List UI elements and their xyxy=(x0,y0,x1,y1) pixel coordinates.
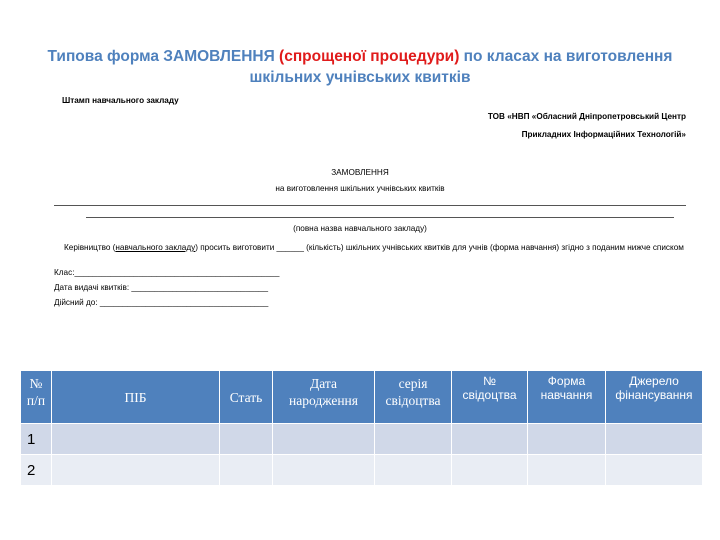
table-cell xyxy=(528,455,606,486)
company-line1: ТОВ «НВП «Обласний Дніпропетровський Центр xyxy=(487,112,686,121)
header-number: № п/п xyxy=(21,371,52,424)
table-header-row xyxy=(21,371,703,424)
table-row xyxy=(21,424,703,455)
table-cell xyxy=(273,424,375,455)
table-cell xyxy=(220,455,273,486)
table-cell xyxy=(606,455,703,486)
order-subtitle: на виготовлення шкільних учнівських квитків xyxy=(275,184,445,193)
header-certificate-series: серія свідоцтва xyxy=(375,371,452,424)
table-cell xyxy=(273,455,375,486)
table-cell xyxy=(375,455,452,486)
header-birth-date: Дата народження xyxy=(273,371,375,424)
table-cell xyxy=(220,424,273,455)
paragraph-underlined: навчального закладу xyxy=(115,243,196,252)
table-cell xyxy=(52,424,220,455)
table-cell: 2 xyxy=(21,455,52,486)
table-cell xyxy=(606,424,703,455)
company-block xyxy=(488,108,686,144)
students-table xyxy=(20,370,703,486)
table-cell xyxy=(452,424,528,455)
page-title xyxy=(30,46,690,88)
header-gender: Стать xyxy=(220,371,273,424)
title-part2: по класах на виготовлення xyxy=(459,48,673,65)
company-line2: Прикладних Інформаційних Технологій» xyxy=(521,130,686,139)
table-cell: 1 xyxy=(21,424,52,455)
table-cell xyxy=(52,455,220,486)
school-name-line xyxy=(54,205,686,206)
paragraph-a: Керівництво ( xyxy=(64,243,116,252)
title-line2: шкільних учнівських квитків xyxy=(249,69,471,86)
request-paragraph xyxy=(54,242,684,253)
school-name-note: (повна назва навчального закладу) xyxy=(293,224,427,233)
table-cell xyxy=(375,424,452,455)
table-row xyxy=(21,455,703,486)
table-cell xyxy=(452,455,528,486)
header-certificate-number: № свідоцтва xyxy=(452,371,528,424)
school-name-line-2 xyxy=(86,217,674,218)
header-funding-source: Джерело фінансування xyxy=(606,371,703,424)
title-part1: Типова форма ЗАМОВЛЕННЯ xyxy=(47,48,280,65)
order-title: ЗАМОВЛЕННЯ xyxy=(331,168,389,177)
valid-until-field: Дійсний до: _____________________________________ xyxy=(54,298,269,307)
header-study-form: Форма навчання xyxy=(528,371,606,424)
issue-date-field: Дата видачі квитків: ______________________________ xyxy=(54,283,268,292)
paragraph-b: ) просить виготовити ______ (кількість) шкільних учнівських квитків для учнів (форма навчання) згідно з поданим нижче списком xyxy=(195,243,684,252)
title-highlight: (спрощеної процедури) xyxy=(279,48,460,65)
header-name: ПІБ xyxy=(52,371,220,424)
stamp-label: Штамп навчального закладу xyxy=(62,96,179,105)
class-field: Клас:_____________________________________________ xyxy=(54,268,280,277)
table-cell xyxy=(528,424,606,455)
